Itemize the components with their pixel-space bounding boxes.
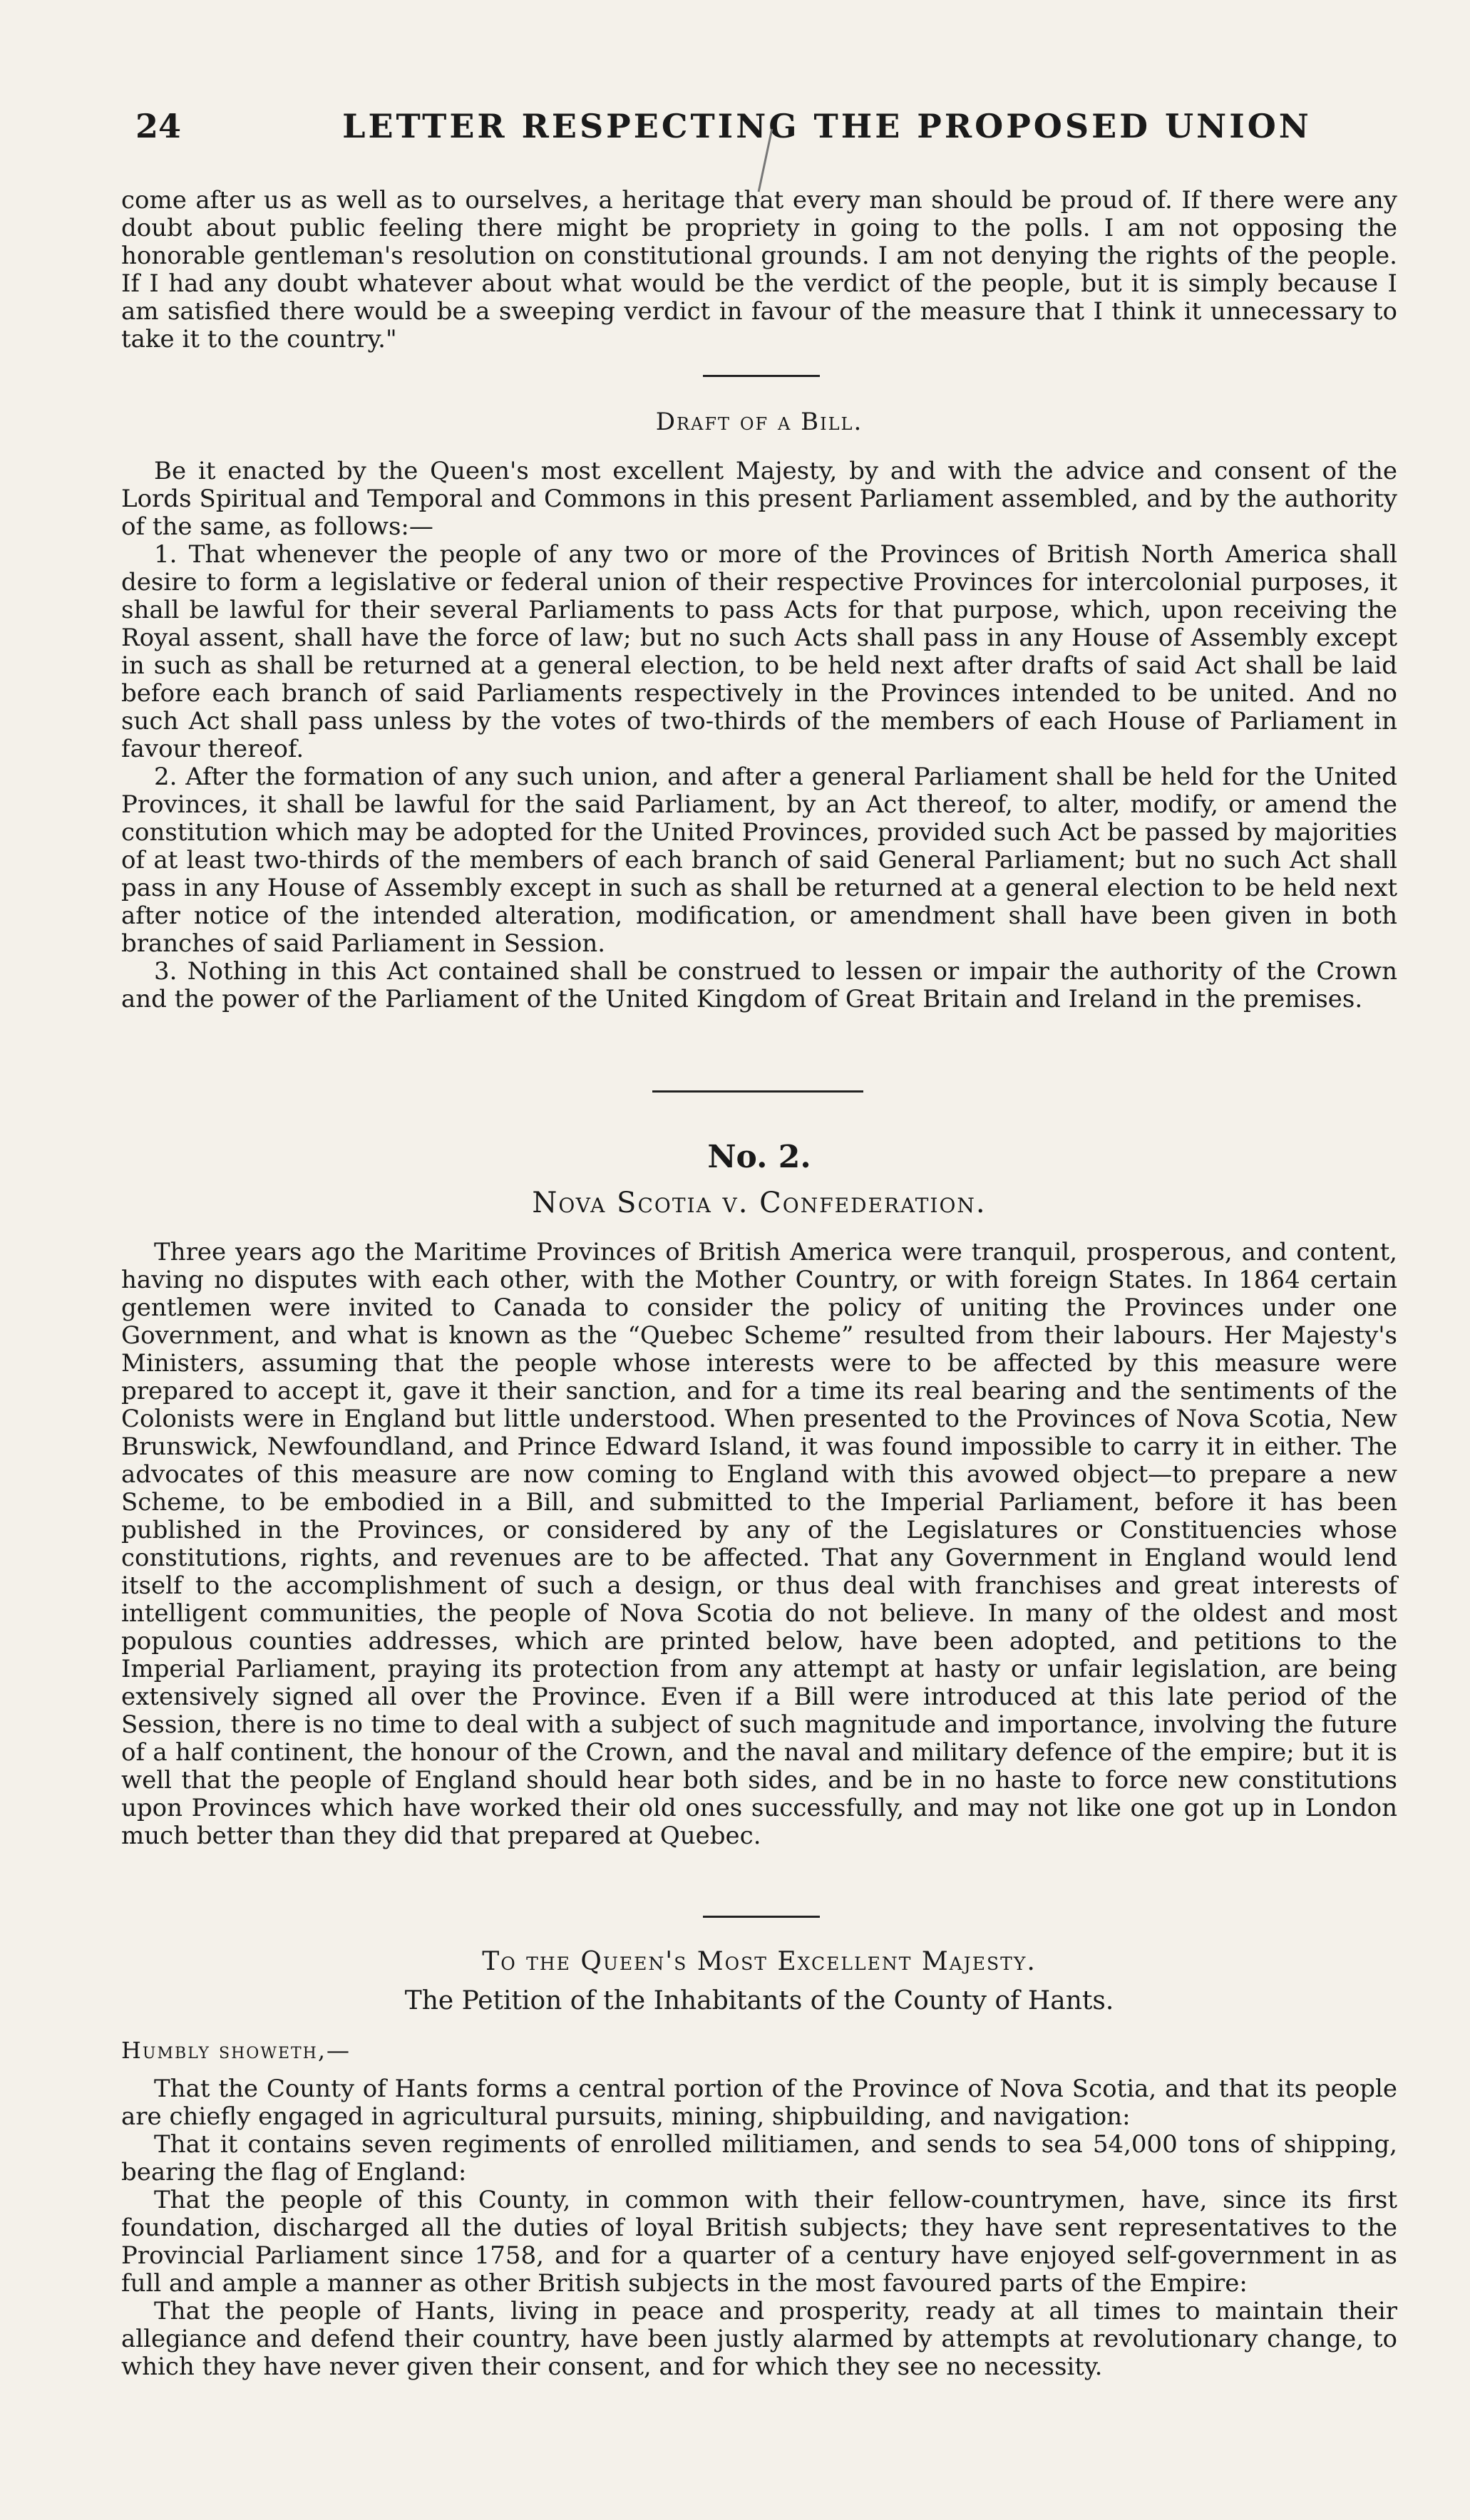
section-title: Nova Scotia v. Confederation. [532,1187,987,1219]
petition-address: To the Queen's Most Excellent Majesty. [482,1947,1037,1976]
draft-clause-1: 1. That whenever the people of any two or more of the Provinces of British North America shall desire to form a legislative or federal union of their respective Provinces for intercolonial purposes, it shall be lawful for their several Parliaments to pass Acts for that purpose, which, upon receiving the Royal assent, shall have the force of law; but no such Acts shall pass in any House of Assembly except in such as shall be returned at a general election, to be held next after drafts of said Act shall be laid before each branch of said Parliaments respectively in the Provinces intended to be united. And no such Act shall pass unless by the votes of two-thirds of the members of each House of Parliament in favour thereof. [121,540,1397,763]
intro-paragraph-block [121,187,1397,353]
page-number: 24 [135,107,182,145]
draft-bill-body [121,458,1397,1013]
petition-paragraph-1: That the County of Hants forms a central portion of the Province of Nova Scotia, and that its people are chiefly engaged in agricultural pursuits, mining, shipbuilding, and navigation: [121,2075,1397,2131]
section-body: Three years ago the Maritime Provinces of British America were tranquil, prosperous, and content, having no disputes with each other, with the Mother Country, or with foreign States. In 1864 certain gentlemen were invited to Canada to consider the policy of uniting the Provinces under one Government, and what is known as the “Quebec Scheme” resulted from their labours. Her Majesty's Ministers, assuming that the people whose interests were to be affected by this measure were prepared to accept it, gave it their sanction, and for a time its real bearing and the sentiments of the Colonists were in England but little understood. When presented to the Provinces of Nova Scotia, New Brunswick, Newfoundland, and Prince Edward Island, it was found impossible to carry it in either. The advocates of this measure are now coming to England with this avowed object—to prepare a new Scheme, to be embodied in a Bill, and submitted to the Imperial Parliament, before it has been published in the Provinces, or considered by any of the Legislatures or Constituencies whose constitutions, rights, and revenues are to be affected. That any Government in England would lend itself to the accomplishment of such a design, or thus deal with franchises and great interests of intelligent communities, the people of Nova Scotia do not believe. In many of the oldest and most populous counties addresses, which are printed below, have been adopted, and petitions to the Imperial Parliament, praying its protection from any attempt at hasty or unfair legislation, are being extensively signed all over the Province. Even if a Bill were introduced at this late period of the Session, there is no time to deal with a subject of such magnitude and importance, involving the future of a half continent, the honour of the Crown, and the naval and military defence of the empire; but it is well that the people of England should hear both sides, and be in no haste to force new constitutions upon Provinces which have worked their old ones successfully, and may not like one got up in London much better than they did that prepared at Quebec. [121,1238,1397,1850]
section-number: No. 2. [707,1139,811,1175]
divider-rule-2 [703,1916,820,1918]
page-header [135,107,1412,164]
draft-clause-3: 3. Nothing in this Act contained shall be construed to lessen or impair the authority of the Crown and the power of the Parliament of the United Kingdom of Great Britain and Ireland in the premises. [121,957,1397,1013]
divider-rule [703,375,820,377]
humbly-showeth: Humbly showeth,— [121,2037,351,2064]
draft-clause-2: 2. After the formation of any such union, and after a general Parliament shall be held for the United Provinces, it shall be lawful for the said Parliament, by an Act thereof, to alter, modify, or amend the constitution which may be adopted for the United Provinces, provided such Act be passed by majorities of at least two-thirds of the members of each branch of said General Parliament; but no such Act shall pass in any House of Assembly except in such as shall be returned at a general election to be held next after notice of the intended alteration, modification, or amendment shall have been given in both branches of said Parliament in Session. [121,763,1397,958]
section-body-block [121,1239,1397,1850]
intro-paragraph: come after us as well as to ourselves, a heritage that every man should be proud of. If there were any doubt about public feeling there might be propriety in going to the polls. I am not opposing the honorable gentleman's resolution on constitutional grounds. I am not denying the rights of the people. If I had any doubt whatever about what would be the verdict of the people, but it is simply because I am satisfied there would be a sweeping verdict in favour of the measure that I think it unnecessary to take it to the country." [121,186,1397,353]
draft-preamble: Be it enacted by the Queen's most excellent Majesty, by and with the advice and consent of the Lords Spiritual and Temporal and Commons in this present Parliament assembled, and by the authority of the same, as follows:— [121,457,1397,541]
draft-heading: Draft of a Bill. [655,408,863,436]
petition-title: The Petition of the Inhabitants of the County of Hants. [404,1986,1114,2015]
section-divider-rule [652,1090,863,1093]
running-title: LETTER RESPECTING THE PROPOSED UNION [342,107,1312,145]
petition-paragraph-3: That the people of this County, in common with their fellow-countrymen, have, since its first foundation, discharged all the duties of loyal British subjects; they have sent representatives to the Provincial Parliament since 1758, and for a quarter of a century have enjoyed self-government in as full and ample a manner as other British subjects in the most favoured parts of the Empire: [121,2186,1397,2298]
petition-body [121,2075,1397,2381]
petition-paragraph-2: That it contains seven regiments of enrolled militiamen, and sends to sea 54,000 tons of shipping, bearing the flag of England: [121,2130,1397,2186]
petition-paragraph-4: That the people of Hants, living in peace and prosperity, ready at all times to maintain their allegiance and defend their country, have been justly alarmed by attempts at revolutionary change, to which they have never given their consent, and for which they see no necessity. [121,2297,1397,2381]
